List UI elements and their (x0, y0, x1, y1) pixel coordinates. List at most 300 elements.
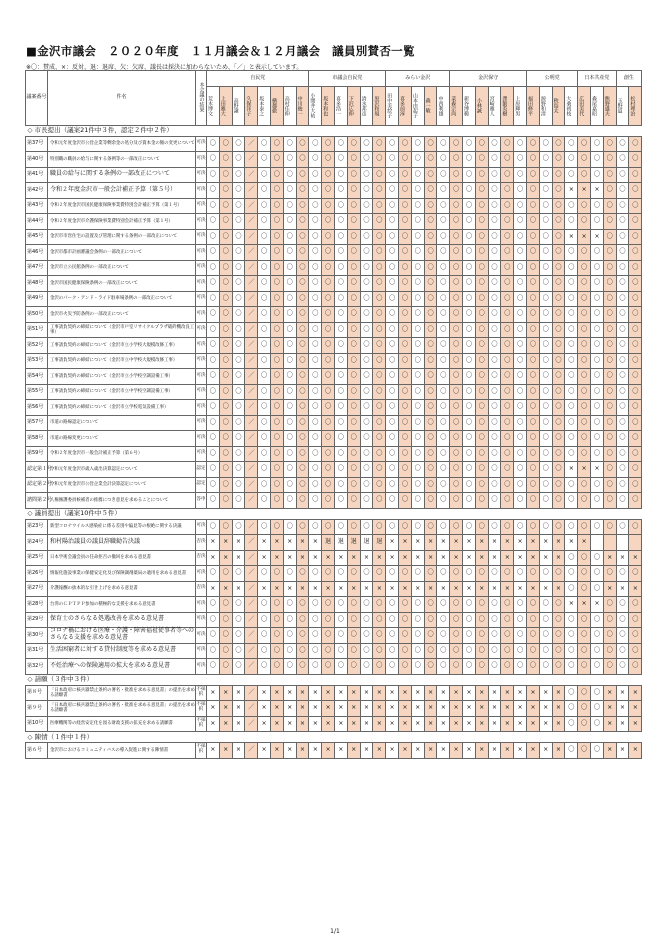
member-vote: 〇 (527, 198, 540, 214)
member-vote: 〇 (258, 245, 271, 261)
member-vote: 〇 (232, 462, 245, 478)
table-row (26, 136, 642, 152)
member-vote: 〇 (450, 612, 463, 628)
member-vote: 〇 (501, 152, 514, 168)
member-vote: × (552, 535, 565, 551)
member-vote: 〇 (629, 152, 642, 168)
member-vote: 〇 (463, 369, 476, 385)
member-vote: 〇 (296, 183, 309, 199)
member-vote: 〇 (424, 214, 437, 230)
member-vote: 〇 (258, 493, 271, 509)
member-vote: 〇 (603, 612, 616, 628)
member-vote: 〇 (437, 519, 450, 535)
vote-result: 可決 (196, 446, 207, 462)
agenda-title: 令和元年度金沢市公営企業会計決算認定について (48, 477, 196, 493)
member-header (283, 86, 296, 125)
member-vote: 〇 (334, 446, 347, 462)
member-vote: 〇 (334, 643, 347, 659)
member-vote: 〇 (424, 415, 437, 431)
member-vote: 〇 (514, 612, 527, 628)
member-vote: 〇 (463, 152, 476, 168)
member-vote: 〇 (539, 214, 552, 230)
member-vote: 〇 (270, 136, 283, 152)
member-vote: 〇 (411, 384, 424, 400)
member-vote: 〇 (309, 566, 322, 582)
result-header-label: 本会議の結果 (198, 81, 205, 112)
member-vote: 退 (373, 535, 386, 551)
member-vote: 〇 (591, 400, 604, 416)
member-vote: 〇 (552, 338, 565, 354)
member-header (488, 86, 501, 125)
agenda-title: 介護報酬の抜本的な引き上げを求める意見書 (48, 581, 196, 597)
member-vote: 〇 (360, 659, 373, 675)
member-vote: 〇 (399, 462, 412, 478)
member-vote: 〇 (424, 136, 437, 152)
member-vote: 〇 (411, 198, 424, 214)
member-vote: 〇 (347, 477, 360, 493)
member-vote: 〇 (514, 136, 527, 152)
member-vote: × (552, 716, 565, 732)
member-vote: 〇 (603, 431, 616, 447)
member-vote: 〇 (399, 566, 412, 582)
member-vote: 〇 (475, 353, 488, 369)
member-vote: 〇 (322, 384, 335, 400)
member-vote: 〇 (475, 291, 488, 307)
member-vote: 〇 (552, 136, 565, 152)
member-vote: 〇 (488, 307, 501, 323)
member-vote: 〇 (527, 415, 540, 431)
member-vote: 〇 (296, 214, 309, 230)
member-vote (616, 535, 629, 551)
member-vote: 〇 (565, 431, 578, 447)
member-vote: 〇 (629, 214, 642, 230)
agenda-title: 金沢市におけるコミュニティバスの導入促進に関する陳情書 (48, 743, 196, 759)
member-vote: 〇 (258, 519, 271, 535)
member-vote: 〇 (360, 322, 373, 338)
member-vote: 〇 (334, 612, 347, 628)
member-vote: 〇 (347, 519, 360, 535)
member-vote: 〇 (322, 612, 335, 628)
member-vote: × (539, 550, 552, 566)
member-vote: 〇 (514, 400, 527, 416)
member-vote: 〇 (616, 628, 629, 644)
member-vote: 〇 (488, 493, 501, 509)
member-vote: 〇 (373, 415, 386, 431)
member-vote: 〇 (232, 183, 245, 199)
member-vote: × (539, 743, 552, 759)
member-vote: 〇 (437, 183, 450, 199)
agenda-title: 工事請負契約の締結について（金沢市立小学校大規模改修工事） (48, 338, 196, 354)
member-vote: 〇 (552, 659, 565, 675)
member-name: 荒木博文 (207, 95, 213, 116)
member-vote: 〇 (270, 276, 283, 292)
member-vote: 〇 (437, 229, 450, 245)
member-vote: 〇 (207, 597, 220, 613)
member-vote: 〇 (437, 245, 450, 261)
member-vote: 〇 (283, 322, 296, 338)
member-vote: 〇 (207, 291, 220, 307)
member-vote: 〇 (207, 493, 220, 509)
member-vote: 〇 (258, 643, 271, 659)
member-vote: × (539, 685, 552, 701)
agenda-number: 第10号 (26, 716, 48, 732)
member-vote: 〇 (539, 245, 552, 261)
member-vote: 〇 (386, 198, 399, 214)
member-vote: 〇 (629, 338, 642, 354)
member-vote: 〇 (347, 167, 360, 183)
member-vote: 〇 (270, 628, 283, 644)
member-vote: × (232, 685, 245, 701)
member-vote: 〇 (578, 260, 591, 276)
member-vote: 〇 (334, 167, 347, 183)
member-vote: 〇 (629, 431, 642, 447)
member-vote: × (437, 716, 450, 732)
table-row (26, 167, 642, 183)
member-vote: 〇 (450, 276, 463, 292)
member-vote: 〇 (360, 183, 373, 199)
member-vote: 〇 (360, 245, 373, 261)
member-vote: 〇 (475, 136, 488, 152)
member-vote: 〇 (322, 245, 335, 261)
member-vote: ／ (245, 431, 258, 447)
member-vote: 〇 (296, 493, 309, 509)
member-vote: 〇 (309, 198, 322, 214)
member-vote: × (463, 743, 476, 759)
member-vote: 〇 (501, 431, 514, 447)
member-vote: ／ (245, 400, 258, 416)
agenda-number: 第37号 (26, 136, 48, 152)
member-vote: 〇 (616, 477, 629, 493)
member-vote: × (232, 535, 245, 551)
member-vote: 〇 (411, 307, 424, 323)
member-header (334, 86, 347, 125)
member-vote: 〇 (552, 167, 565, 183)
member-vote: 〇 (475, 493, 488, 509)
member-name: 菜森宗尚 (450, 95, 457, 116)
member-vote: 〇 (488, 519, 501, 535)
member-vote: 〇 (527, 400, 540, 416)
member-vote: 〇 (539, 229, 552, 245)
member-vote: 〇 (488, 214, 501, 230)
member-vote: × (207, 701, 220, 717)
member-vote: 〇 (219, 493, 232, 509)
member-vote: 〇 (488, 291, 501, 307)
member-vote: 退 (334, 535, 347, 551)
member-vote: 〇 (219, 214, 232, 230)
member-vote: 〇 (591, 701, 604, 717)
member-vote: × (591, 597, 604, 613)
member-vote: × (527, 716, 540, 732)
member-vote: × (514, 701, 527, 717)
member-vote: ／ (245, 338, 258, 354)
member-vote: × (373, 743, 386, 759)
member-vote: 〇 (527, 291, 540, 307)
member-vote: 〇 (603, 183, 616, 199)
member-vote: 〇 (283, 431, 296, 447)
member-vote: × (207, 743, 220, 759)
member-vote: 〇 (424, 384, 437, 400)
member-vote: 〇 (232, 307, 245, 323)
agenda-number: 第29号 (26, 612, 48, 628)
member-vote: × (424, 550, 437, 566)
member-vote: ／ (245, 152, 258, 168)
member-vote: 〇 (629, 198, 642, 214)
member-vote: 〇 (463, 477, 476, 493)
member-vote: × (296, 716, 309, 732)
member-vote: 〇 (232, 384, 245, 400)
member-vote: 〇 (360, 229, 373, 245)
member-vote: 〇 (450, 152, 463, 168)
member-vote: 〇 (309, 628, 322, 644)
member-vote: 〇 (322, 214, 335, 230)
member-vote: 〇 (552, 400, 565, 416)
member-vote: × (501, 535, 514, 551)
table-row (26, 276, 642, 292)
member-vote: 〇 (386, 229, 399, 245)
member-vote: 〇 (309, 659, 322, 675)
member-vote: 〇 (475, 369, 488, 385)
member-vote: 〇 (450, 477, 463, 493)
member-vote: 〇 (591, 446, 604, 462)
member-name: 松村理治 (629, 95, 636, 116)
member-vote: × (488, 716, 501, 732)
member-vote: × (386, 550, 399, 566)
table-row (26, 628, 642, 644)
member-vote: × (386, 701, 399, 717)
member-vote: 〇 (322, 415, 335, 431)
member-vote: 〇 (450, 322, 463, 338)
member-vote: 〇 (424, 353, 437, 369)
member-vote: 〇 (616, 183, 629, 199)
member-vote: × (616, 685, 629, 701)
member-vote: 〇 (373, 612, 386, 628)
member-vote: 〇 (373, 291, 386, 307)
vote-result: 可決 (196, 643, 207, 659)
member-vote: 〇 (539, 384, 552, 400)
member-vote: 〇 (207, 307, 220, 323)
member-vote: 〇 (296, 307, 309, 323)
vote-result: 答申 (196, 493, 207, 509)
member-header (258, 86, 271, 125)
member-vote: 〇 (514, 322, 527, 338)
member-vote: × (514, 550, 527, 566)
member-vote: 〇 (219, 291, 232, 307)
member-vote: 〇 (283, 493, 296, 509)
member-vote: 〇 (283, 462, 296, 478)
member-vote: 〇 (411, 612, 424, 628)
member-vote: × (488, 685, 501, 701)
member-vote: 〇 (629, 400, 642, 416)
member-vote: 退 (347, 535, 360, 551)
member-vote: 〇 (207, 276, 220, 292)
member-vote: 〇 (411, 291, 424, 307)
member-vote: 〇 (616, 462, 629, 478)
member-vote: 〇 (322, 493, 335, 509)
legend-note: ※〇：賛成、×：反対、退：退席、欠：欠席、議長は採決に加わらないため、「／」と表示しています。 (26, 64, 303, 71)
member-vote: 〇 (309, 493, 322, 509)
member-vote: 〇 (309, 322, 322, 338)
member-vote: 〇 (578, 628, 591, 644)
member-vote: × (488, 743, 501, 759)
member-vote: 〇 (360, 446, 373, 462)
member-vote: 〇 (424, 493, 437, 509)
member-vote: 〇 (616, 167, 629, 183)
member-vote: 〇 (450, 167, 463, 183)
member-vote: × (258, 581, 271, 597)
member-vote: 〇 (347, 384, 360, 400)
member-header (527, 86, 540, 125)
member-name: 中西利雄 (437, 95, 444, 116)
member-vote: 〇 (207, 245, 220, 261)
member-vote: 〇 (450, 446, 463, 462)
agenda-number: 第49号 (26, 291, 48, 307)
member-vote: 〇 (334, 415, 347, 431)
member-vote: 〇 (578, 167, 591, 183)
member-vote: 〇 (424, 369, 437, 385)
agenda-title: 医療機関等の経営安定化を図る財政支援の拡充を求める請願書 (48, 716, 196, 732)
agenda-title: 和村陽治議員の議員辞職勧告決議 (48, 535, 196, 551)
member-vote: 〇 (488, 183, 501, 199)
member-vote: 〇 (437, 369, 450, 385)
member-vote: 〇 (539, 276, 552, 292)
member-vote: 〇 (258, 183, 271, 199)
vote-result: 可決 (196, 519, 207, 535)
member-header (591, 86, 604, 125)
member-vote: 〇 (424, 152, 437, 168)
member-vote: 〇 (539, 566, 552, 582)
agenda-number: 第23号 (26, 519, 48, 535)
member-vote: 〇 (296, 136, 309, 152)
member-vote: 〇 (629, 462, 642, 478)
member-vote: × (386, 685, 399, 701)
member-vote: 〇 (501, 400, 514, 416)
member-vote: 〇 (527, 384, 540, 400)
member-vote: 〇 (437, 643, 450, 659)
member-vote: 〇 (424, 519, 437, 535)
member-vote: × (424, 701, 437, 717)
member-vote: 〇 (514, 519, 527, 535)
vote-result: 可決 (196, 136, 207, 152)
member-vote: 〇 (629, 446, 642, 462)
member-vote: 〇 (527, 477, 540, 493)
member-vote: 〇 (347, 566, 360, 582)
member-vote: × (501, 685, 514, 701)
member-vote: 〇 (322, 260, 335, 276)
table-row (26, 415, 642, 431)
member-vote: × (463, 550, 476, 566)
member-vote: 〇 (207, 214, 220, 230)
member-vote: 〇 (565, 260, 578, 276)
member-vote: 〇 (258, 612, 271, 628)
member-vote: × (539, 716, 552, 732)
member-vote: 〇 (475, 477, 488, 493)
member-vote: 〇 (539, 519, 552, 535)
member-vote: 〇 (578, 291, 591, 307)
member-vote: 〇 (360, 384, 373, 400)
vote-result: 可決 (196, 400, 207, 416)
member-vote: × (347, 685, 360, 701)
member-vote: 〇 (399, 597, 412, 613)
member-vote: × (552, 581, 565, 597)
member-vote: 〇 (411, 477, 424, 493)
member-vote: 〇 (603, 519, 616, 535)
member-name: 中川俊一 (296, 95, 303, 116)
member-vote: 〇 (207, 566, 220, 582)
agenda-title: 金沢市都市計画審議会条例の一部改正について (48, 245, 196, 261)
member-vote: 〇 (565, 214, 578, 230)
member-vote: 〇 (450, 353, 463, 369)
member-vote: × (539, 535, 552, 551)
table-row (26, 612, 642, 628)
member-vote: 〇 (296, 446, 309, 462)
member-name: 上田雅大 (219, 95, 226, 116)
member-vote: 〇 (399, 353, 412, 369)
member-vote: 〇 (488, 384, 501, 400)
member-vote: × (296, 581, 309, 597)
member-vote: 〇 (322, 307, 335, 323)
member-vote: × (399, 743, 412, 759)
member-vote: 〇 (386, 353, 399, 369)
agenda-title: 市道の路線変更について (48, 431, 196, 447)
member-vote: 〇 (399, 612, 412, 628)
agenda-number: 第47号 (26, 260, 48, 276)
member-vote: × (399, 716, 412, 732)
member-vote: × (501, 550, 514, 566)
member-vote: 〇 (616, 307, 629, 323)
member-vote: 〇 (270, 214, 283, 230)
section-heading: ◇ 請願（３件中３件） (27, 675, 94, 684)
member-vote: ／ (245, 183, 258, 199)
member-vote: 〇 (565, 369, 578, 385)
member-vote: 〇 (488, 260, 501, 276)
member-vote: 〇 (322, 643, 335, 659)
member-vote: 〇 (552, 612, 565, 628)
member-vote: 〇 (219, 597, 232, 613)
member-vote: 〇 (309, 183, 322, 199)
member-vote: × (373, 581, 386, 597)
member-name: 坂本泰之 (258, 95, 265, 116)
member-vote: 〇 (603, 353, 616, 369)
member-vote: 〇 (258, 167, 271, 183)
member-vote: 〇 (578, 446, 591, 462)
member-vote: 〇 (578, 612, 591, 628)
member-vote: 〇 (270, 384, 283, 400)
member-vote: 〇 (386, 152, 399, 168)
member-vote: 〇 (578, 519, 591, 535)
member-vote: 〇 (399, 214, 412, 230)
member-vote: 〇 (501, 446, 514, 462)
member-vote: 〇 (514, 462, 527, 478)
member-vote: 〇 (373, 431, 386, 447)
member-vote: × (565, 597, 578, 613)
member-vote: 〇 (527, 612, 540, 628)
member-vote: 〇 (501, 566, 514, 582)
member-vote: ／ (245, 477, 258, 493)
member-vote: 〇 (616, 493, 629, 509)
member-vote: 〇 (283, 446, 296, 462)
member-header (360, 86, 373, 125)
member-vote: 〇 (283, 214, 296, 230)
member-vote: × (514, 743, 527, 759)
member-vote: 〇 (296, 628, 309, 644)
member-vote: 〇 (386, 276, 399, 292)
member-vote: 〇 (283, 152, 296, 168)
member-vote: 〇 (463, 307, 476, 323)
vote-result: 可決 (196, 276, 207, 292)
member-vote: × (616, 716, 629, 732)
member-vote: 〇 (514, 643, 527, 659)
member-vote: 〇 (488, 198, 501, 214)
